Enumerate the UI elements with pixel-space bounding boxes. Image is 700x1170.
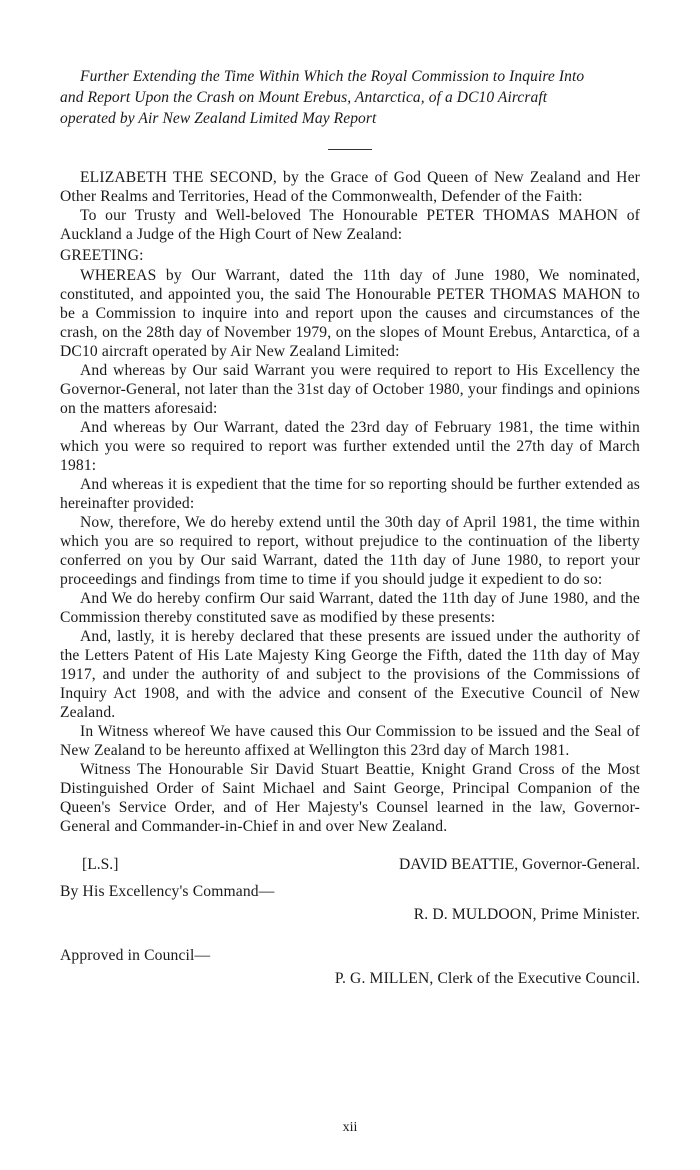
whereas-paragraph-1: WHEREAS by Our Warrant, dated the 11th day of June 1980, We nominated, constituted, and appointed you, the said The Honourable PETER THOMAS MAHON to be a Commission to inquire into and report upon the causes and circumstances of the crash, on the 28th day of November 1979, on the slopes of Mount Erebus, Antarctica, of a DC10 aircraft operated by Air New Zealand Limited:	[60, 267, 640, 360]
prime-minister-signature: R. D. MULDOON, Prime Minister.	[413, 906, 640, 923]
address-paragraph: To our Trusty and Well-beloved The Honourable PETER THOMAS MAHON of Auckland a Judge of the High Court of New Zealand:	[60, 207, 640, 243]
greeting: GREETING:	[60, 247, 144, 264]
governor-general-signature: DAVID BEATTIE, Governor-General.	[398, 856, 640, 873]
whereas-paragraph-2: And whereas by Our said Warrant you were required to report to His Excellency the Governor-General, not later than the 31st day of October 1980, your findings and opinions on the matters aforesaid:	[60, 362, 640, 417]
clerk-signature: P. G. MILLEN, Clerk of the Executive Council.	[334, 970, 640, 987]
preamble-paragraph: ELIZABETH THE SECOND, by the Grace of God Queen of New Zealand and Her Other Realms and Territories, Head of the Commonwealth, Defender of the Faith:	[60, 169, 640, 205]
heading-line-1: Further Extending the Time Within Which the Royal Commission to Inquire Into	[80, 68, 585, 85]
confirmation-paragraph: And We do hereby confirm Our said Warrant, dated the 11th day of June 1980, and the Commission thereby constituted save as modified by these presents:	[60, 590, 640, 626]
extension-paragraph: Now, therefore, We do hereby extend until the 30th day of April 1981, the time within which you are so required to report, without prejudice to the continuation of the liberty conferred on you by Our said Warrant, dated the 11th day of June 1980, to report your proceedings and findings from time to time if you should judge it expedient to do so:	[60, 514, 640, 588]
seal-mark: [L.S.]	[82, 856, 119, 873]
whereas-paragraph-4: And whereas it is expedient that the time for so reporting should be further extended as hereinafter provided:	[60, 476, 640, 512]
witness-governor-paragraph: Witness The Honourable Sir David Stuart Beattie, Knight Grand Cross of the Most Distinguished Order of Saint Michael and Saint George, Principal Companion of the Queen's Service Order, and of Her Majesty's Counsel learned in the law, Governor-General and Commander-in-Chief in and over New Zealand.	[60, 761, 640, 835]
heading-line-3: operated by Air New Zealand Limited May Report	[60, 110, 377, 127]
command-line: By His Excellency's Command—	[60, 883, 275, 900]
document-page	[60, 66, 640, 988]
governor-signature-line	[60, 856, 640, 875]
approved-in-council: Approved in Council—	[60, 947, 211, 964]
declaration-paragraph: And, lastly, it is hereby declared that these presents are issued under the authority of the Letters Patent of His Late Majesty King George the Fifth, dated the 11th day of May 1917, and under the authority of and subject to the provisions of the Commissions of Inquiry Act 1908, and with the advice and consent of the Executive Council of New Zealand.	[60, 628, 640, 721]
witness-paragraph: In Witness whereof We have caused this Our Commission to be issued and the Seal of New Zealand to be hereunto affixed at Wellington this 23rd day of March 1981.	[60, 723, 640, 759]
heading-line-2: and Report Upon the Crash on Mount Erebus, Antarctica, of a DC10 Aircraft	[60, 89, 548, 106]
whereas-paragraph-3: And whereas by Our Warrant, dated the 23rd day of February 1981, the time within which you were so required to report was further extended until the 27th day of March 1981:	[60, 419, 640, 474]
document-heading	[60, 66, 640, 129]
page-number: xii	[342, 1120, 358, 1135]
heading-divider	[328, 149, 372, 150]
